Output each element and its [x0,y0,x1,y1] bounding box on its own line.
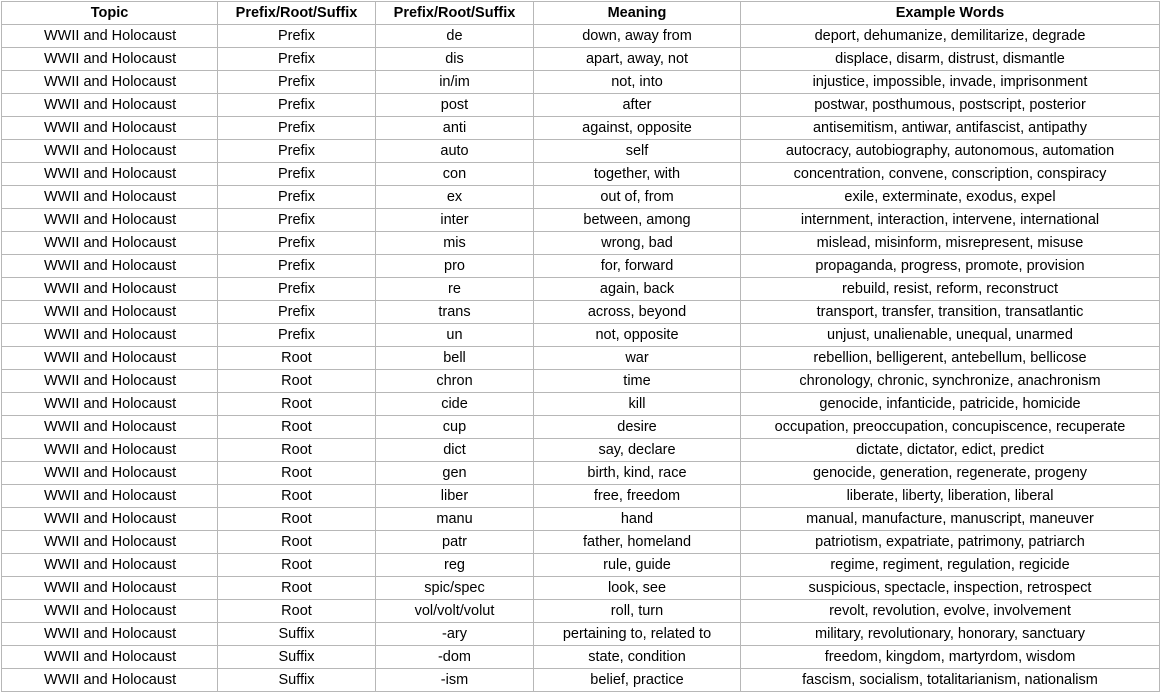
table-row [2,669,1160,692]
cell-topic[interactable]: WWII and Holocaust [2,439,218,462]
cell-category[interactable]: Prefix [218,117,376,140]
cell-meaning[interactable]: war [534,347,741,370]
cell-affix[interactable]: cide [376,393,534,416]
table-row [2,416,1160,439]
header-category[interactable]: Prefix/Root/Suffix [218,2,376,25]
cell-example-words[interactable]: freedom, kingdom, martyrdom, wisdom [741,646,1160,669]
cell-topic[interactable]: WWII and Holocaust [2,646,218,669]
cell-affix[interactable]: liber [376,485,534,508]
cell-example-words[interactable]: occupation, preoccupation, concupiscence, recuperate [741,416,1160,439]
cell-meaning[interactable]: look, see [534,577,741,600]
cell-topic[interactable]: WWII and Holocaust [2,255,218,278]
cell-topic[interactable]: WWII and Holocaust [2,462,218,485]
cell-meaning[interactable]: time [534,370,741,393]
cell-affix[interactable]: -ary [376,623,534,646]
cell-topic[interactable]: WWII and Holocaust [2,140,218,163]
cell-topic[interactable]: WWII and Holocaust [2,186,218,209]
cell-meaning[interactable]: after [534,94,741,117]
cell-category[interactable]: Prefix [218,48,376,71]
cell-affix[interactable]: -ism [376,669,534,692]
cell-category[interactable]: Root [218,416,376,439]
cell-category[interactable]: Prefix [218,140,376,163]
table-row [2,347,1160,370]
cell-topic[interactable]: WWII and Holocaust [2,485,218,508]
cell-meaning[interactable]: kill [534,393,741,416]
cell-affix[interactable]: pro [376,255,534,278]
cell-category[interactable]: Root [218,485,376,508]
table-row [2,71,1160,94]
cell-meaning[interactable]: birth, kind, race [534,462,741,485]
cell-category[interactable]: Root [218,600,376,623]
cell-meaning[interactable]: between, among [534,209,741,232]
cell-meaning[interactable]: apart, away, not [534,48,741,71]
cell-meaning[interactable]: not, into [534,71,741,94]
cell-example-words[interactable]: regime, regiment, regulation, regicide [741,554,1160,577]
cell-meaning[interactable]: state, condition [534,646,741,669]
cell-example-words[interactable]: genocide, infanticide, patricide, homicide [741,393,1160,416]
table-row [2,370,1160,393]
cell-meaning[interactable]: wrong, bad [534,232,741,255]
cell-topic[interactable]: WWII and Holocaust [2,370,218,393]
cell-topic[interactable]: WWII and Holocaust [2,48,218,71]
cell-category[interactable]: Prefix [218,324,376,347]
cell-example-words[interactable]: manual, manufacture, manuscript, maneuver [741,508,1160,531]
cell-example-words[interactable]: revolt, revolution, evolve, involvement [741,600,1160,623]
table-row [2,646,1160,669]
table-row [2,48,1160,71]
table-row [2,439,1160,462]
cell-meaning[interactable]: hand [534,508,741,531]
cell-topic[interactable]: WWII and Holocaust [2,117,218,140]
cell-meaning[interactable]: roll, turn [534,600,741,623]
cell-category[interactable]: Prefix [218,232,376,255]
cell-example-words[interactable]: mislead, misinform, misrepresent, misuse [741,232,1160,255]
cell-affix[interactable]: inter [376,209,534,232]
cell-category[interactable]: Root [218,531,376,554]
cell-meaning[interactable]: again, back [534,278,741,301]
table-row [2,140,1160,163]
table-body [2,25,1160,692]
cell-affix[interactable]: anti [376,117,534,140]
cell-example-words[interactable]: rebuild, resist, reform, reconstruct [741,278,1160,301]
cell-category[interactable]: Prefix [218,209,376,232]
cell-category[interactable]: Root [218,462,376,485]
cell-topic[interactable]: WWII and Holocaust [2,25,218,48]
cell-example-words[interactable]: propaganda, progress, promote, provision [741,255,1160,278]
cell-example-words[interactable]: liberate, liberty, liberation, liberal [741,485,1160,508]
table-row [2,209,1160,232]
cell-category[interactable]: Root [218,370,376,393]
cell-topic[interactable]: WWII and Holocaust [2,163,218,186]
cell-category[interactable]: Prefix [218,163,376,186]
header-example-words[interactable]: Example Words [741,2,1160,25]
table-row [2,623,1160,646]
cell-affix[interactable]: re [376,278,534,301]
table-row [2,255,1160,278]
cell-affix[interactable]: reg [376,554,534,577]
cell-affix[interactable]: chron [376,370,534,393]
cell-topic[interactable]: WWII and Holocaust [2,278,218,301]
cell-topic[interactable]: WWII and Holocaust [2,301,218,324]
cell-affix[interactable]: trans [376,301,534,324]
cell-meaning[interactable]: belief, practice [534,669,741,692]
cell-example-words[interactable]: deport, dehumanize, demilitarize, degrade [741,25,1160,48]
cell-example-words[interactable]: suspicious, spectacle, inspection, retrospect [741,577,1160,600]
cell-meaning[interactable]: out of, from [534,186,741,209]
cell-meaning[interactable]: across, beyond [534,301,741,324]
cell-affix[interactable]: in/im [376,71,534,94]
cell-example-words[interactable]: displace, disarm, distrust, dismantle [741,48,1160,71]
cell-example-words[interactable]: unjust, unalienable, unequal, unarmed [741,324,1160,347]
cell-category[interactable]: Root [218,554,376,577]
cell-example-words[interactable]: fascism, socialism, totalitarianism, nationalism [741,669,1160,692]
cell-category[interactable]: Root [218,393,376,416]
cell-topic[interactable]: WWII and Holocaust [2,71,218,94]
cell-category[interactable]: Root [218,577,376,600]
cell-category[interactable]: Root [218,439,376,462]
cell-affix[interactable]: post [376,94,534,117]
table-row [2,94,1160,117]
cell-topic[interactable]: WWII and Holocaust [2,577,218,600]
cell-meaning[interactable]: self [534,140,741,163]
header-meaning[interactable]: Meaning [534,2,741,25]
cell-affix[interactable]: patr [376,531,534,554]
cell-example-words[interactable]: internment, interaction, intervene, international [741,209,1160,232]
cell-example-words[interactable]: postwar, posthumous, postscript, posterior [741,94,1160,117]
cell-category[interactable]: Suffix [218,669,376,692]
cell-affix[interactable]: de [376,25,534,48]
cell-category[interactable]: Suffix [218,623,376,646]
cell-example-words[interactable]: genocide, generation, regenerate, progeny [741,462,1160,485]
table-row [2,278,1160,301]
cell-affix[interactable]: con [376,163,534,186]
cell-category[interactable]: Prefix [218,71,376,94]
cell-topic[interactable]: WWII and Holocaust [2,554,218,577]
cell-meaning[interactable]: together, with [534,163,741,186]
cell-example-words[interactable]: transport, transfer, transition, transatlantic [741,301,1160,324]
table-row [2,393,1160,416]
header-affix[interactable]: Prefix/Root/Suffix [376,2,534,25]
cell-affix[interactable]: manu [376,508,534,531]
cell-affix[interactable]: -dom [376,646,534,669]
cell-topic[interactable]: WWII and Holocaust [2,347,218,370]
cell-category[interactable]: Root [218,347,376,370]
cell-meaning[interactable]: not, opposite [534,324,741,347]
cell-meaning[interactable]: say, declare [534,439,741,462]
table-row [2,25,1160,48]
cell-topic[interactable]: WWII and Holocaust [2,600,218,623]
cell-example-words[interactable]: rebellion, belligerent, antebellum, bellicose [741,347,1160,370]
table-row [2,117,1160,140]
cell-meaning[interactable]: pertaining to, related to [534,623,741,646]
cell-affix[interactable]: bell [376,347,534,370]
cell-category[interactable]: Prefix [218,278,376,301]
cell-example-words[interactable]: autocracy, autobiography, autonomous, automation [741,140,1160,163]
cell-category[interactable]: Prefix [218,94,376,117]
table-row [2,554,1160,577]
cell-affix[interactable]: auto [376,140,534,163]
cell-affix[interactable]: cup [376,416,534,439]
cell-topic[interactable]: WWII and Holocaust [2,324,218,347]
cell-meaning[interactable]: against, opposite [534,117,741,140]
cell-affix[interactable]: mis [376,232,534,255]
cell-affix[interactable]: vol/volt/volut [376,600,534,623]
cell-category[interactable]: Prefix [218,301,376,324]
cell-topic[interactable]: WWII and Holocaust [2,416,218,439]
cell-meaning[interactable]: free, freedom [534,485,741,508]
spreadsheet-table [1,1,1160,692]
cell-topic[interactable]: WWII and Holocaust [2,669,218,692]
cell-meaning[interactable]: rule, guide [534,554,741,577]
header-row [2,2,1160,25]
cell-topic[interactable]: WWII and Holocaust [2,531,218,554]
cell-affix[interactable]: gen [376,462,534,485]
cell-topic[interactable]: WWII and Holocaust [2,393,218,416]
table-row [2,577,1160,600]
header-topic[interactable]: Topic [2,2,218,25]
cell-example-words[interactable]: military, revolutionary, honorary, sanctuary [741,623,1160,646]
cell-meaning[interactable]: down, away from [534,25,741,48]
table-row [2,163,1160,186]
cell-affix[interactable]: un [376,324,534,347]
table-row [2,462,1160,485]
cell-example-words[interactable]: chronology, chronic, synchronize, anachronism [741,370,1160,393]
cell-affix[interactable]: ex [376,186,534,209]
cell-affix[interactable]: dict [376,439,534,462]
cell-example-words[interactable]: patriotism, expatriate, patrimony, patriarch [741,531,1160,554]
cell-meaning[interactable]: for, forward [534,255,741,278]
table-row [2,186,1160,209]
cell-example-words[interactable]: exile, exterminate, exodus, expel [741,186,1160,209]
table-row [2,301,1160,324]
cell-affix[interactable]: dis [376,48,534,71]
cell-category[interactable]: Suffix [218,646,376,669]
cell-topic[interactable]: WWII and Holocaust [2,94,218,117]
table-row [2,600,1160,623]
cell-meaning[interactable]: desire [534,416,741,439]
cell-example-words[interactable]: dictate, dictator, edict, predict [741,439,1160,462]
cell-category[interactable]: Prefix [218,25,376,48]
table-row [2,531,1160,554]
table-row [2,324,1160,347]
cell-affix[interactable]: spic/spec [376,577,534,600]
table-row [2,485,1160,508]
cell-meaning[interactable]: father, homeland [534,531,741,554]
cell-category[interactable]: Prefix [218,255,376,278]
cell-category[interactable]: Root [218,508,376,531]
cell-topic[interactable]: WWII and Holocaust [2,209,218,232]
cell-example-words[interactable]: injustice, impossible, invade, imprisonment [741,71,1160,94]
cell-category[interactable]: Prefix [218,186,376,209]
cell-topic[interactable]: WWII and Holocaust [2,232,218,255]
table-row [2,232,1160,255]
cell-example-words[interactable]: antisemitism, antiwar, antifascist, antipathy [741,117,1160,140]
cell-topic[interactable]: WWII and Holocaust [2,623,218,646]
cell-example-words[interactable]: concentration, convene, conscription, conspiracy [741,163,1160,186]
table-row [2,508,1160,531]
cell-topic[interactable]: WWII and Holocaust [2,508,218,531]
